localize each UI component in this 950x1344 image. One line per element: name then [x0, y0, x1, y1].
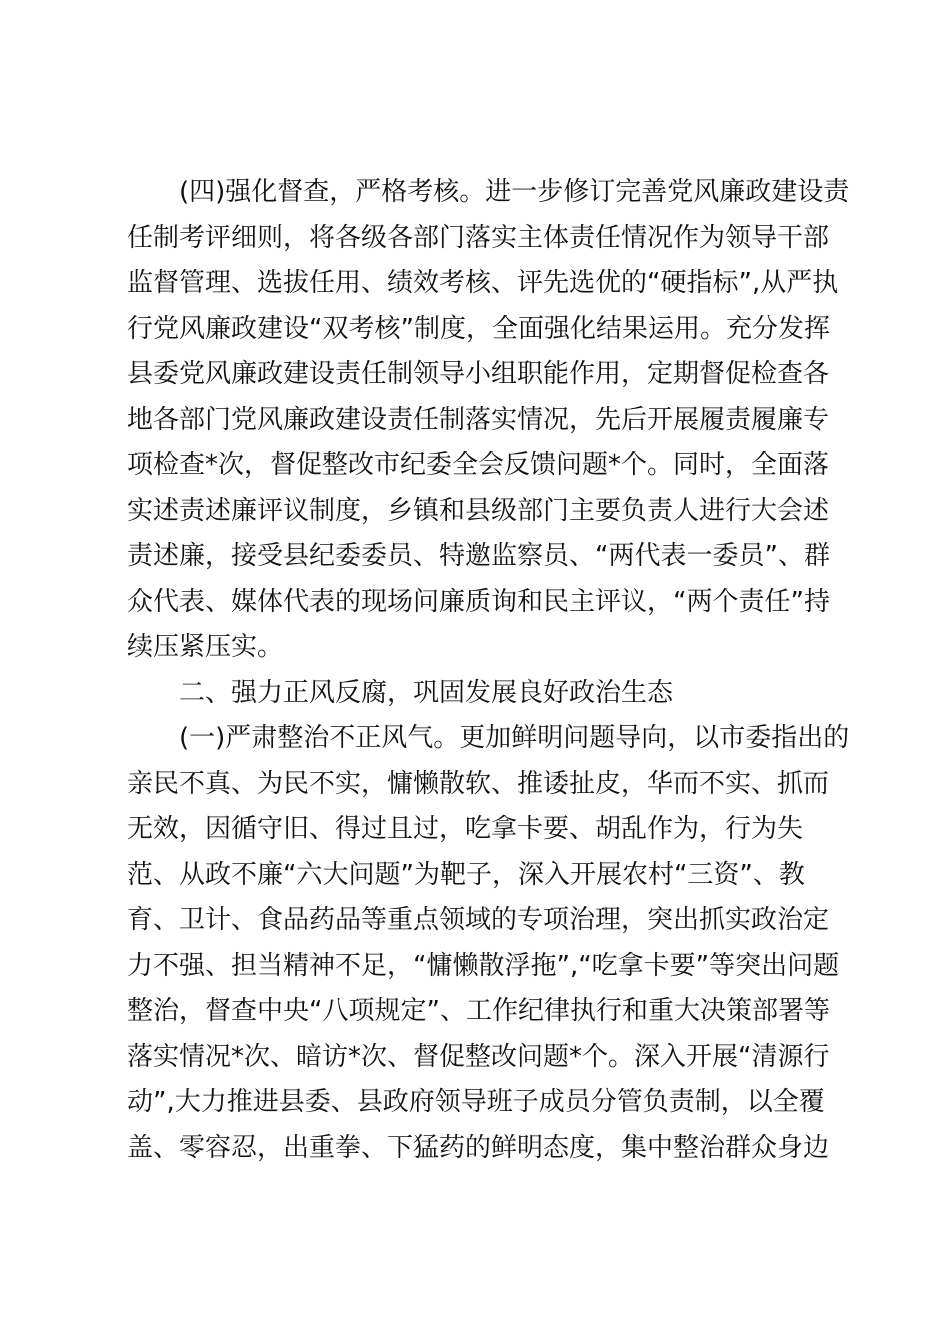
text-line: 亲民不真、为民不实，慵懒散软、推诿扯皮，华而不实、抓而	[127, 768, 830, 799]
heading-line: 二、强力正风反腐，巩固发展良好政治生态	[179, 677, 674, 708]
text-line: 项检查*次，督促整改市纪委全会反馈问题*个。同时，全面落	[127, 450, 830, 480]
text-line: 地各部门党风廉政建设责任制落实情况，先后开展履责履廉专	[127, 404, 830, 435]
text-line: 力不强、担当精神不足，“慵懒散浮拖”,“吃拿卡要”等突出问题	[127, 950, 840, 981]
paragraph-section-4	[127, 170, 850, 671]
text-line: 责述廉，接受县纪委委员、特邀监察员、“两代表一委员”、群	[127, 541, 830, 571]
text-line: 任制考评细则，将各级各部门落实主体责任情况作为领导干部	[127, 222, 830, 253]
text-line: 续压紧压实。	[127, 632, 284, 662]
text-line: 实述责述廉评议制度，乡镇和县级部门主要负责人进行大会述	[127, 495, 830, 526]
text-line: 动”,大力推进县委、县政府领导班子成员分管负责制，以全覆	[127, 1087, 825, 1117]
text-line: 整治，督查中央“八项规定”、工作纪律执行和重大决策部署等	[127, 996, 830, 1026]
text-line: 盖、零容忍，出重拳、下猛药的鲜明态度，集中整治群众身边	[127, 1132, 830, 1163]
text-line: (一)严肃整治不正风气。更加鲜明问题导向，以市委指出的	[179, 723, 850, 753]
text-line: 监督管理、选拔任用、绩效考核、评先选优的“硬指标”,从严执	[127, 268, 839, 298]
paragraph-section-2-1	[127, 716, 850, 1171]
section-heading	[127, 671, 827, 717]
text-line: 落实情况*次、暗访*次、督促整改问题*个。深入开展“清源行	[127, 1041, 830, 1072]
text-line: 无效，因循守旧、得过且过，吃拿卡要、胡乱作为，行为失	[127, 814, 804, 844]
text-line: 范、从政不廉“六大问题”为靶子，深入开展农村“三资”、教	[127, 859, 805, 890]
text-line: (四)强化督查，严格考核。进一步修订完善党风廉政建设责	[179, 177, 850, 207]
text-line: 育、卫计、食品药品等重点领域的专项治理，突出抓实政治定	[127, 905, 830, 935]
text-line: 众代表、媒体代表的现场问廉质询和民主评议，“两个责任”持	[127, 586, 830, 617]
document-body	[127, 170, 850, 1171]
text-line: 行党风廉政建设“双考核”制度，全面强化结果运用。充分发挥	[127, 313, 830, 344]
text-line: 县委党风廉政建设责任制领导小组职能作用，定期督促检查各	[127, 359, 830, 389]
